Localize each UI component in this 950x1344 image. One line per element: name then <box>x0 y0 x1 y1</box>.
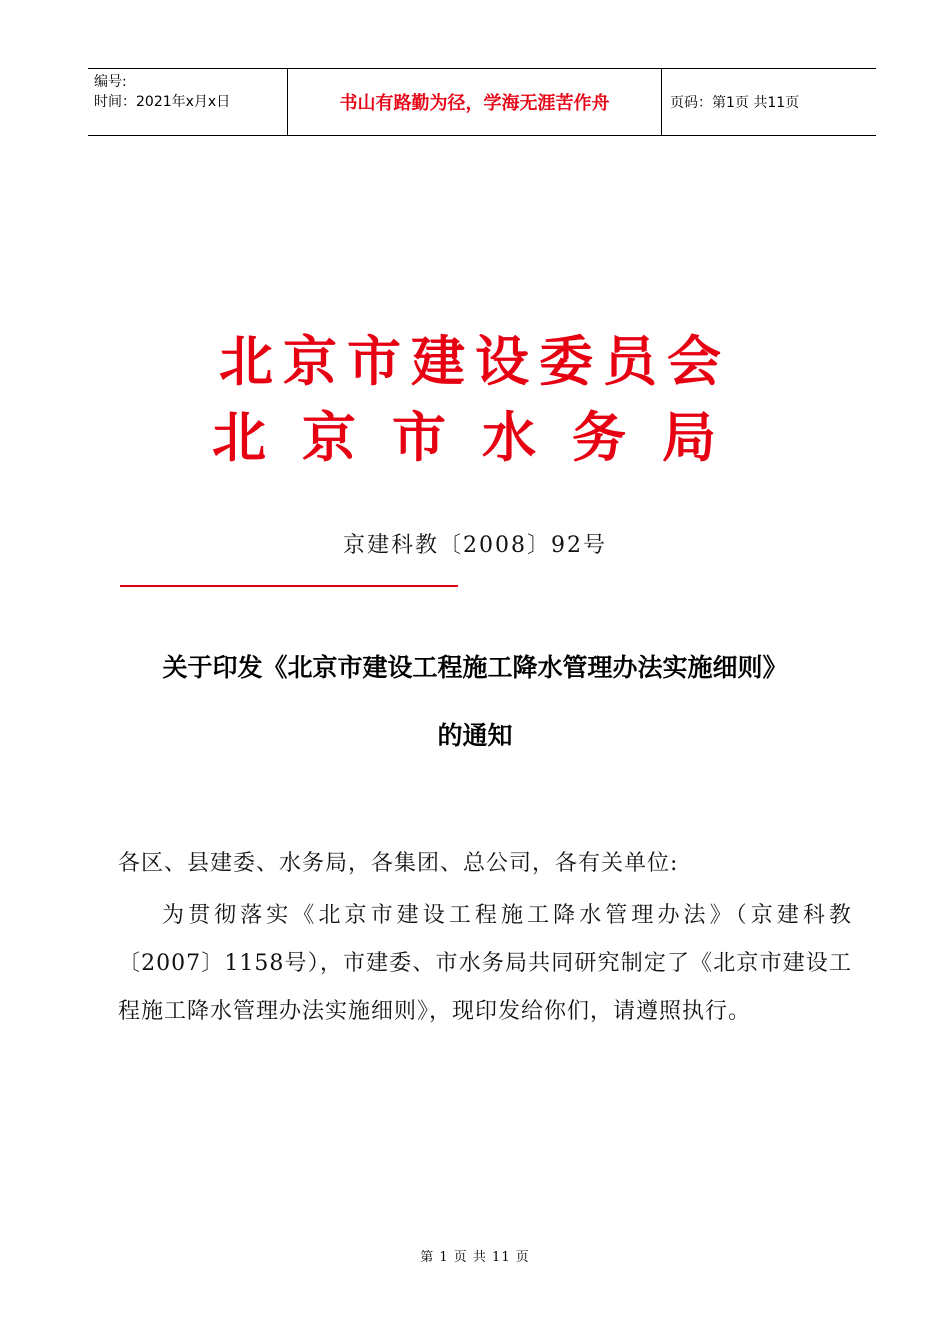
notice-title-line2: 的通知 <box>437 721 513 750</box>
page-info: 页码：第1页 共11页 <box>670 95 800 111</box>
salutation: 各区、县建委、水务局，各集团、总公司，各有关单位: <box>118 851 679 876</box>
header-meta-cell <box>88 69 288 135</box>
document-number: 京建科教〔2008〕92号 <box>343 533 607 558</box>
header-page-cell <box>662 69 876 135</box>
red-divider <box>120 585 458 587</box>
page-footer: 第 1 页 共 11 页 <box>420 1250 530 1265</box>
header-table <box>88 68 876 136</box>
org-title-line2: 北京市水务局 <box>212 406 752 469</box>
org-title-line1: 北京市建设委员会 <box>219 330 731 393</box>
notice-title-line1: 关于印发《北京市建设工程施工降水管理办法实施细则》 <box>162 653 788 682</box>
number-label: 编号: <box>94 74 127 90</box>
header-motto-cell <box>288 69 662 135</box>
body-paragraph: 为贯彻落实《北京市建设工程施工降水管理办法》（京建科教〔2007〕1158号），市建委、市水务局共同研究制定了《北京市建设工程施工降水管理办法实施细则》，现印发给你们，请遵照执行。 <box>118 903 852 1024</box>
motto-text: 书山有路勤为径，学海无涯苦作舟 <box>339 93 610 114</box>
time-label: 时间：2021年x月x日 <box>94 94 231 110</box>
